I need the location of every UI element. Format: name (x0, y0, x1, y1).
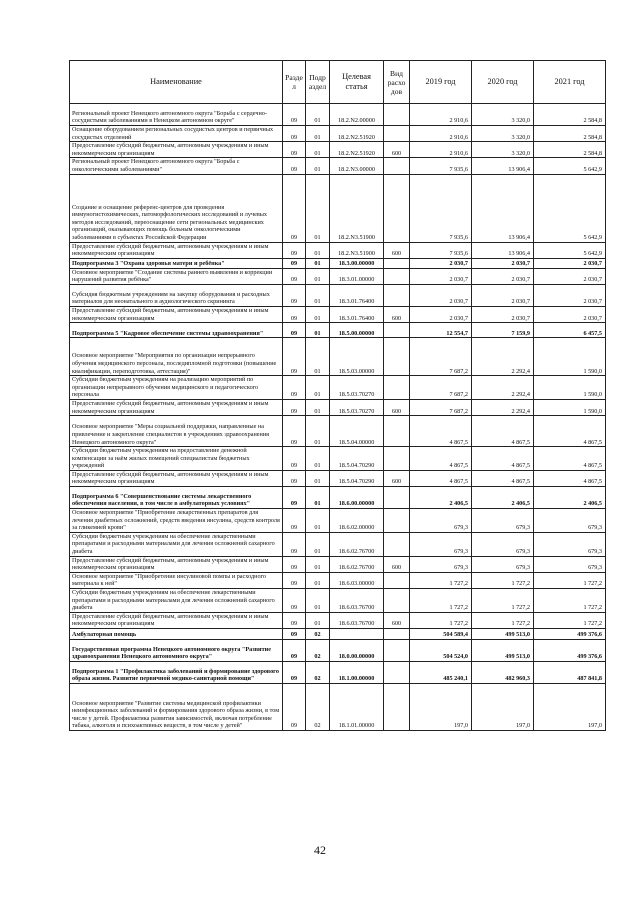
cell-2020: 13 906,4 (472, 242, 534, 258)
cell-expense-type (384, 323, 410, 338)
cell-section: 09 (283, 509, 306, 533)
cell-section: 09 (283, 628, 306, 639)
cell-target-article: 18.5.03.70270 (330, 376, 384, 400)
cell-2021: 1 590,0 (534, 338, 606, 376)
cell-name: Основное мероприятие "Создание системы раннего выявления и коррекции нарушений развития ребёнка" (70, 268, 283, 284)
cell-subsection: 01 (306, 376, 330, 400)
cell-target-article: 18.3.01.76400 (330, 306, 384, 322)
cell-subsection: 01 (306, 142, 330, 158)
cell-target-article: 18.3.01.76400 (330, 284, 384, 306)
cell-section: 09 (283, 268, 306, 284)
header-section: Разде л (283, 61, 306, 104)
cell-subsection: 01 (306, 242, 330, 258)
cell-2019: 679,3 (410, 509, 472, 533)
cell-name: Субсидии бюджетным учреждениям на реализацию мероприятий по организации непрерывного обучения медицинского и педагогического персонала (70, 376, 283, 400)
cell-2021: 2 030,7 (534, 306, 606, 322)
cell-2020: 4 867,5 (472, 416, 534, 447)
table-row (70, 104, 606, 126)
budget-table (69, 60, 606, 731)
cell-subsection: 02 (306, 639, 330, 661)
cell-2020: 4 867,5 (472, 470, 534, 486)
table-row (70, 242, 606, 258)
cell-expense-type (384, 532, 410, 556)
cell-expense-type: 600 (384, 556, 410, 572)
cell-2019: 4 867,5 (410, 470, 472, 486)
table-row (70, 487, 606, 509)
cell-2020: 13 906,4 (472, 174, 534, 242)
table-row (70, 306, 606, 322)
cell-name: Региональный проект Ненецкого автономного округа "Борьба с сердечно-сосудистыми заболеваниями в Ненецком автономном округе" (70, 104, 283, 126)
cell-2019: 2 910,6 (410, 126, 472, 142)
cell-expense-type (384, 338, 410, 376)
cell-name: Субсидии бюджетным учреждениям на обеспечение лекарственными препаратами и расходными материалами для лечения осложнений сахарного диабета (70, 532, 283, 556)
cell-expense-type (384, 376, 410, 400)
cell-target-article: 18.5.03.70270 (330, 399, 384, 415)
cell-2019: 504 524,0 (410, 639, 472, 661)
cell-target-article: 18.2.N3.51900 (330, 242, 384, 258)
cell-2019: 2 406,5 (410, 487, 472, 509)
cell-2020: 1 727,2 (472, 612, 534, 628)
cell-2021: 5 642,9 (534, 174, 606, 242)
cell-2019: 1 727,2 (410, 572, 472, 588)
cell-expense-type (384, 126, 410, 142)
cell-2020: 13 906,4 (472, 158, 534, 174)
cell-2021: 4 867,5 (534, 470, 606, 486)
cell-name: Субсидии бюджетным учреждениям на предоставление денежной компенсации за наём жилых помещений специалистам бюджетных учреждений (70, 447, 283, 471)
cell-subsection: 01 (306, 572, 330, 588)
cell-2021: 1 590,0 (534, 376, 606, 400)
cell-subsection: 01 (306, 509, 330, 533)
table-row (70, 158, 606, 174)
cell-2019: 7 687,2 (410, 399, 472, 415)
cell-name: Оснащение оборудованием региональных сосудистых центров и первичных сосудистых отделений (70, 126, 283, 142)
cell-2021: 5 642,9 (534, 242, 606, 258)
cell-expense-type: 600 (384, 399, 410, 415)
cell-2020: 679,3 (472, 532, 534, 556)
cell-subsection: 01 (306, 104, 330, 126)
table-row (70, 683, 606, 730)
cell-2019: 7 687,2 (410, 338, 472, 376)
cell-subsection: 02 (306, 683, 330, 730)
cell-target-article: 18.5.04.70290 (330, 447, 384, 471)
cell-subsection: 01 (306, 174, 330, 242)
cell-expense-type (384, 572, 410, 588)
table-row (70, 416, 606, 447)
cell-name: Подпрограмма 5 "Кадровое обеспечение системы здравоохранения" (70, 323, 283, 338)
cell-2020: 499 513,0 (472, 639, 534, 661)
cell-name: Государственная программа Ненецкого автономного округа "Развитие здравоохранения Ненецкого автономного округа" (70, 639, 283, 661)
cell-2021: 1 590,0 (534, 399, 606, 415)
cell-2019: 485 240,1 (410, 661, 472, 683)
cell-name: Предоставление субсидий бюджетным, автономным учреждениям и иным некоммерческим организациям (70, 556, 283, 572)
cell-name: Подпрограмма 1 "Профилактика заболеваний и формирование здорового образа жизни. Развитие первичной медико-санитарной помощи" (70, 661, 283, 683)
cell-2019: 1 727,2 (410, 589, 472, 613)
cell-2019: 4 867,5 (410, 416, 472, 447)
cell-target-article: 18.6.02.76700 (330, 556, 384, 572)
cell-expense-type: 600 (384, 306, 410, 322)
cell-name: Субсидия бюджетным учреждениям на закупку оборудования и расходных материалов для неонатального и аудиологического скрининга (70, 284, 283, 306)
cell-target-article (330, 628, 384, 639)
cell-2019: 7 935,6 (410, 158, 472, 174)
table-row (70, 556, 606, 572)
table-row (70, 661, 606, 683)
header-expense-type: Вид расхо дов (384, 61, 410, 104)
cell-2021: 679,3 (534, 532, 606, 556)
header-name: Наименование (70, 61, 283, 104)
cell-2021: 2 030,7 (534, 258, 606, 268)
cell-section: 09 (283, 306, 306, 322)
cell-subsection: 01 (306, 258, 330, 268)
cell-subsection: 02 (306, 661, 330, 683)
cell-section: 09 (283, 284, 306, 306)
table-row (70, 399, 606, 415)
cell-2019: 7 935,6 (410, 242, 472, 258)
cell-section: 09 (283, 376, 306, 400)
cell-2021: 679,3 (534, 509, 606, 533)
cell-target-article: 18.6.03.00000 (330, 572, 384, 588)
cell-section: 09 (283, 487, 306, 509)
cell-expense-type (384, 104, 410, 126)
cell-2021: 2 584,8 (534, 104, 606, 126)
cell-name: Основное мероприятие "Приобретение лекарственных препаратов для лечения диабетных осложнений, средств введения инсулина, средств контроля за гликемией крови" (70, 509, 283, 533)
table-row (70, 284, 606, 306)
cell-2020: 1 727,2 (472, 572, 534, 588)
cell-subsection: 01 (306, 126, 330, 142)
cell-2021: 499 376,6 (534, 639, 606, 661)
cell-expense-type (384, 509, 410, 533)
header-target-article: Целевая статья (330, 61, 384, 104)
cell-2020: 482 960,3 (472, 661, 534, 683)
cell-name: Субсидии бюджетным учреждениям на обеспечение лекарственными препаратами и расходными материалами для лечения осложнений сахарного диабета (70, 589, 283, 613)
cell-expense-type (384, 258, 410, 268)
cell-2019: 2 910,6 (410, 142, 472, 158)
cell-name: Основное мероприятие "Приобретение инсулиновой помпы и расходного материала к ней" (70, 572, 283, 588)
cell-2021: 2 584,8 (534, 142, 606, 158)
cell-section: 09 (283, 242, 306, 258)
cell-2021: 2 584,8 (534, 126, 606, 142)
cell-section: 09 (283, 142, 306, 158)
cell-section: 09 (283, 416, 306, 447)
cell-target-article: 18.2.N2.00000 (330, 104, 384, 126)
cell-target-article: 18.2.N2.51920 (330, 126, 384, 142)
cell-expense-type (384, 628, 410, 639)
cell-2019: 197,0 (410, 683, 472, 730)
cell-2020: 679,3 (472, 556, 534, 572)
cell-expense-type: 600 (384, 142, 410, 158)
table-body (70, 104, 606, 731)
cell-2020: 1 727,2 (472, 589, 534, 613)
table-row (70, 612, 606, 628)
cell-section: 09 (283, 470, 306, 486)
table-row (70, 639, 606, 661)
cell-2021: 679,3 (534, 556, 606, 572)
cell-subsection: 02 (306, 628, 330, 639)
cell-subsection: 01 (306, 612, 330, 628)
cell-section: 09 (283, 399, 306, 415)
cell-section: 09 (283, 126, 306, 142)
cell-name: Предоставление субсидий бюджетным, автономным учреждениям и иным некоммерческим организациям (70, 470, 283, 486)
table-row (70, 268, 606, 284)
cell-name: Основное мероприятие "Мероприятия по организации непрерывного обучения медицинского персонала, последипломной подготовки (повышение квалификации, переподготовка, аттестация)" (70, 338, 283, 376)
cell-name: Предоставление субсидий бюджетным, автономным учреждениям и иным некоммерческим организациям (70, 242, 283, 258)
cell-2021: 487 841,8 (534, 661, 606, 683)
cell-subsection: 01 (306, 399, 330, 415)
cell-subsection: 01 (306, 268, 330, 284)
cell-subsection: 01 (306, 158, 330, 174)
table-row (70, 338, 606, 376)
cell-subsection: 01 (306, 416, 330, 447)
cell-subsection: 01 (306, 447, 330, 471)
cell-target-article: 18.5.04.00000 (330, 416, 384, 447)
cell-2021: 2 030,7 (534, 268, 606, 284)
header-2021: 2021 год (534, 61, 606, 104)
cell-target-article: 18.5.00.00000 (330, 323, 384, 338)
cell-2020: 4 867,5 (472, 447, 534, 471)
cell-2019: 2 030,7 (410, 268, 472, 284)
cell-name: Предоставление субсидий бюджетным, автономным учреждениям и иным некоммерческим организациям (70, 306, 283, 322)
table-header-row (70, 61, 606, 104)
cell-name: Предоставление субсидий бюджетным, автономным учреждениям и иным некоммерческим организациям (70, 142, 283, 158)
cell-target-article: 18.2.N3.00000 (330, 158, 384, 174)
cell-name: Создание и оснащение референс-центров для проведения иммуногистохимических, патоморфологических исследований и лучевых методов исследований, переоснащение сети региональных медицинских организаций, оказывающих помощь больным онкологическими заболеваниями в субъектах Российской Федерации (70, 174, 283, 242)
cell-2019: 679,3 (410, 556, 472, 572)
cell-target-article: 18.6.03.76700 (330, 589, 384, 613)
cell-section: 09 (283, 158, 306, 174)
cell-2019: 7 687,2 (410, 376, 472, 400)
cell-2021: 4 867,5 (534, 416, 606, 447)
table-row (70, 589, 606, 613)
cell-section: 09 (283, 323, 306, 338)
cell-2019: 12 554,7 (410, 323, 472, 338)
table-row (70, 142, 606, 158)
cell-2019: 4 867,5 (410, 447, 472, 471)
table-row (70, 470, 606, 486)
cell-expense-type: 600 (384, 470, 410, 486)
cell-name: Основное мероприятие "Меры социальной поддержки, направленные на привлечение и закрепление специалистов в учреждениях здравоохранения Ненецкого автономного округа" (70, 416, 283, 447)
cell-2021: 2 406,5 (534, 487, 606, 509)
header-2020: 2020 год (472, 61, 534, 104)
cell-target-article: 18.5.03.00000 (330, 338, 384, 376)
cell-2020: 2 030,7 (472, 258, 534, 268)
cell-2019: 2 910,6 (410, 104, 472, 126)
table-row (70, 174, 606, 242)
cell-expense-type (384, 639, 410, 661)
cell-2019: 1 727,2 (410, 612, 472, 628)
cell-2020: 2 406,5 (472, 487, 534, 509)
cell-2020: 2 030,7 (472, 268, 534, 284)
cell-subsection: 01 (306, 284, 330, 306)
table-row (70, 447, 606, 471)
cell-2020: 7 159,9 (472, 323, 534, 338)
cell-expense-type (384, 416, 410, 447)
table-row (70, 323, 606, 338)
table-row (70, 258, 606, 268)
cell-expense-type (384, 487, 410, 509)
cell-2019: 7 935,6 (410, 174, 472, 242)
cell-2020: 2 292,4 (472, 376, 534, 400)
cell-target-article: 18.2.N3.51900 (330, 174, 384, 242)
cell-target-article: 18.2.N2.51920 (330, 142, 384, 158)
cell-2020: 679,3 (472, 509, 534, 533)
page-number: 42 (314, 843, 326, 857)
cell-section: 09 (283, 683, 306, 730)
cell-target-article: 18.6.02.00000 (330, 509, 384, 533)
cell-name: Подпрограмма 6 "Совершенствование системы лекарственного обеспечения населения, в том числе в амбулаторных условиях" (70, 487, 283, 509)
cell-target-article: 18.0.00.00000 (330, 639, 384, 661)
cell-subsection: 01 (306, 306, 330, 322)
cell-expense-type (384, 661, 410, 683)
cell-section: 09 (283, 612, 306, 628)
cell-section: 09 (283, 532, 306, 556)
cell-2021: 2 030,7 (534, 284, 606, 306)
cell-2020: 3 320,0 (472, 104, 534, 126)
cell-name: Амбулаторная помощь (70, 628, 283, 639)
cell-2020: 197,0 (472, 683, 534, 730)
cell-section: 09 (283, 447, 306, 471)
cell-section: 09 (283, 556, 306, 572)
cell-target-article: 18.3.00.00000 (330, 258, 384, 268)
cell-2021: 1 727,2 (534, 612, 606, 628)
cell-subsection: 01 (306, 323, 330, 338)
cell-section: 09 (283, 338, 306, 376)
cell-2021: 499 376,6 (534, 628, 606, 639)
table-row (70, 376, 606, 400)
table-row (70, 572, 606, 588)
cell-expense-type (384, 284, 410, 306)
cell-2021: 1 727,2 (534, 589, 606, 613)
cell-subsection: 01 (306, 532, 330, 556)
cell-target-article: 18.1.00.00000 (330, 661, 384, 683)
cell-2020: 499 513,0 (472, 628, 534, 639)
cell-2021: 4 867,5 (534, 447, 606, 471)
cell-target-article: 18.6.02.76700 (330, 532, 384, 556)
cell-2020: 2 030,7 (472, 306, 534, 322)
cell-subsection: 01 (306, 589, 330, 613)
table-row (70, 126, 606, 142)
cell-2021: 5 642,9 (534, 158, 606, 174)
cell-section: 09 (283, 104, 306, 126)
table-row (70, 509, 606, 533)
cell-section: 09 (283, 639, 306, 661)
cell-expense-type (384, 447, 410, 471)
header-2019: 2019 год (410, 61, 472, 104)
cell-expense-type (384, 589, 410, 613)
cell-2020: 3 320,0 (472, 142, 534, 158)
cell-2019: 679,3 (410, 532, 472, 556)
cell-name: Основное мероприятие "Развитие системы медицинской профилактики неинфекционных заболеваний и формирования здорового образа жизни, в том числе у детей. Профилактика развития зависимостей, включая потребление табака, алкоголя и психоактивных веществ, в том числе у детей" (70, 683, 283, 730)
cell-2019: 2 030,7 (410, 306, 472, 322)
cell-subsection: 01 (306, 470, 330, 486)
cell-name: Предоставление субсидий бюджетным, автономным учреждениям и иным некоммерческим организациям (70, 612, 283, 628)
cell-subsection: 01 (306, 338, 330, 376)
cell-expense-type: 600 (384, 612, 410, 628)
cell-section: 09 (283, 589, 306, 613)
cell-expense-type (384, 174, 410, 242)
cell-target-article: 18.6.03.76700 (330, 612, 384, 628)
cell-expense-type (384, 268, 410, 284)
cell-name: Предоставление субсидий бюджетным, автономным учреждениям и иным некоммерческим организациям (70, 399, 283, 415)
cell-2020: 2 292,4 (472, 338, 534, 376)
cell-2019: 2 030,7 (410, 258, 472, 268)
cell-2020: 3 320,0 (472, 126, 534, 142)
cell-2021: 197,0 (534, 683, 606, 730)
cell-subsection: 01 (306, 487, 330, 509)
cell-2021: 6 457,5 (534, 323, 606, 338)
cell-expense-type (384, 683, 410, 730)
cell-expense-type (384, 158, 410, 174)
cell-2020: 2 030,7 (472, 284, 534, 306)
cell-section: 09 (283, 258, 306, 268)
cell-subsection: 01 (306, 556, 330, 572)
cell-target-article: 18.1.01.00000 (330, 683, 384, 730)
cell-2021: 1 727,2 (534, 572, 606, 588)
cell-2019: 504 589,4 (410, 628, 472, 639)
cell-section: 09 (283, 572, 306, 588)
header-subsection: Подр аздел (306, 61, 330, 104)
cell-2020: 2 292,4 (472, 399, 534, 415)
cell-target-article: 18.6.00.00000 (330, 487, 384, 509)
cell-expense-type: 600 (384, 242, 410, 258)
cell-section: 09 (283, 174, 306, 242)
cell-section: 09 (283, 661, 306, 683)
cell-target-article: 18.5.04.70290 (330, 470, 384, 486)
table-row (70, 628, 606, 639)
table-row (70, 532, 606, 556)
cell-name: Региональный проект Ненецкого автономного округа "Борьба с онкологическими заболеваниями" (70, 158, 283, 174)
cell-name: Подпрограмма 3 "Охрана здоровья матери и ребёнка" (70, 258, 283, 268)
cell-2019: 2 030,7 (410, 284, 472, 306)
cell-target-article: 18.3.01.00000 (330, 268, 384, 284)
